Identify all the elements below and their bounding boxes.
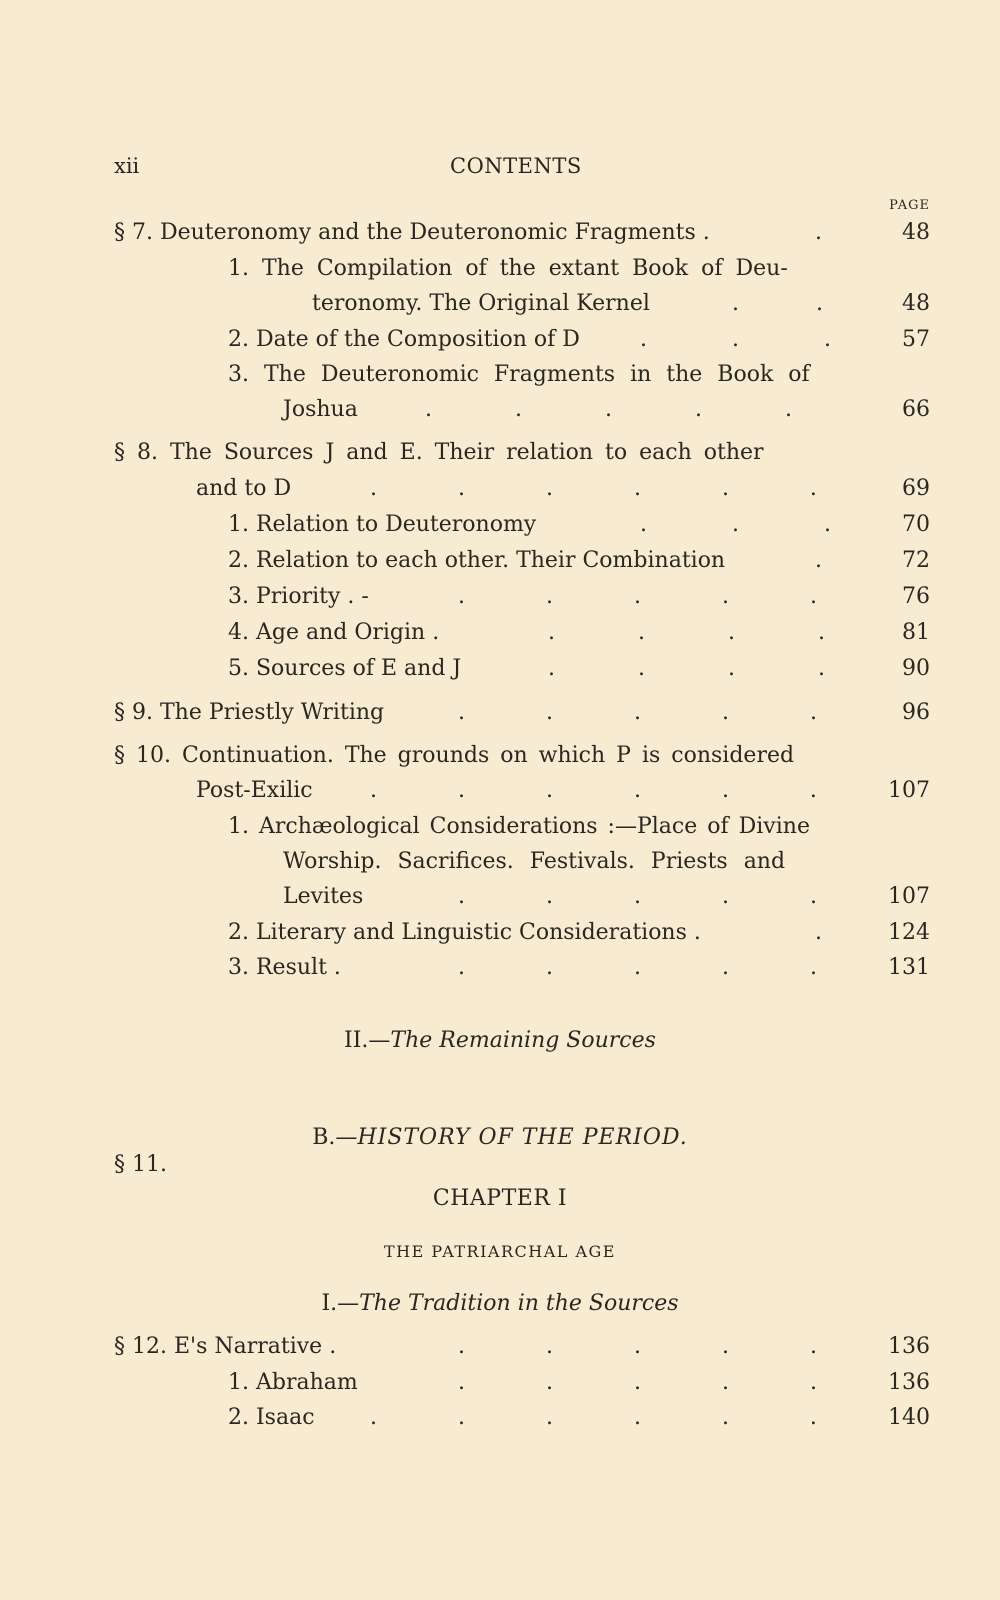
leader-dots: . . . . . [458, 1370, 817, 1395]
toc-page-s8-4: 81 [902, 620, 930, 645]
toc-page-s10: 107 [888, 778, 930, 803]
toc-entry-s10-1c: Levites [283, 884, 364, 909]
leader-dots: . [815, 548, 822, 573]
toc-entry-s8-1: 1. Relation to Deuteronomy [228, 512, 537, 537]
history-heading: B.—HISTORY OF THE PERIOD. [312, 1125, 688, 1150]
leader-dots: . . . . . [425, 397, 792, 422]
tradition-heading: I.—The Tradition in the Sources [321, 1291, 679, 1316]
leader-dots: . . . . . [458, 884, 817, 909]
page-title: CONTENTS [450, 154, 582, 178]
toc-entry-s8a: § 8. The Sources J and E. Their relation to each other [114, 440, 764, 465]
leader-dots: . . . . . [458, 584, 817, 609]
toc-entry-s7-2: 2. Date of the Composition of D [228, 327, 580, 352]
leader-dots: . [815, 220, 822, 245]
leader-dots: . . . . [548, 656, 825, 681]
toc-entry-s8-3: 3. Priority . - [228, 584, 369, 609]
toc-page-s10-3: 131 [888, 955, 930, 980]
leader-dots: . . . [640, 327, 831, 352]
toc-entry-s8b: and to D [196, 476, 292, 501]
leader-dots: . [815, 920, 822, 945]
toc-entry-s8-2: 2. Relation to each other. Their Combination [228, 548, 726, 573]
page-column-label: PAGE [889, 198, 930, 213]
toc-entry-s7-3a: 3. The Deuteronomic Fragments in the Book of [228, 362, 810, 387]
toc-entry-s8-4: 4. Age and Origin . [228, 620, 440, 645]
leader-dots: . . . . [548, 620, 825, 645]
page-number: xii [114, 154, 140, 178]
toc-entry-s8-5: 5. Sources of E and J [228, 656, 462, 681]
toc-entry-s12: § 12. E's Narrative . [114, 1334, 337, 1359]
toc-page-s12-1: 136 [888, 1370, 930, 1395]
leader-dots: . . . . . [458, 1334, 817, 1359]
toc-entry-s12-1: 1. Abraham [228, 1370, 358, 1395]
toc-page-s7-1: 48 [902, 291, 930, 316]
toc-page-s10-1: 107 [888, 884, 930, 909]
leader-dots: . . . [640, 512, 831, 537]
toc-page-s10-2: 124 [888, 920, 930, 945]
remaining-sources-heading: II.—The Remaining Sources [344, 1028, 656, 1053]
toc-page-s8-3: 76 [902, 584, 930, 609]
toc-page-s8-5: 90 [902, 656, 930, 681]
toc-entry-s7: § 7. Deuteronomy and the Deuteronomic Fragments . [114, 220, 710, 245]
toc-entry-s7-1a: 1. The Compilation of the extant Book of Deu- [228, 256, 788, 281]
leader-dots: . . . . . [458, 955, 817, 980]
toc-page-s7-2: 57 [902, 327, 930, 352]
toc-entry-s9: § 9. The Priestly Writing [114, 700, 385, 725]
toc-entry-s7-1b: teronomy. The Original Kernel [312, 291, 650, 316]
toc-entry-s10-3: 3. Result . [228, 955, 341, 980]
toc-page-s12-2: 140 [888, 1405, 930, 1430]
toc-page-s8-1: 70 [902, 512, 930, 537]
toc-entry-s10-1b: Worship. Sacrifices. Festivals. Priests and [283, 849, 786, 874]
section-11-marker: § 11. [114, 1152, 167, 1177]
toc-page-s8-2: 72 [902, 548, 930, 573]
leader-dots: . . . . . . [370, 476, 817, 501]
toc-entry-s12-2: 2. Isaac [228, 1405, 315, 1430]
toc-page-s8: 69 [902, 476, 930, 501]
toc-page-s9: 96 [902, 700, 930, 725]
patriarchal-age-heading: THE PATRIARCHAL AGE [384, 1242, 616, 1261]
toc-entry-s7-3b: Joshua [283, 397, 358, 422]
toc-entry-s10b: Post-Exilic [196, 778, 313, 803]
toc-page-s7: 48 [902, 220, 930, 245]
leader-dots: . . . . . . [370, 1405, 817, 1430]
toc-page-s7-3: 66 [902, 397, 930, 422]
chapter-heading: CHAPTER I [432, 1186, 568, 1211]
leader-dots: . . . . . . [370, 778, 817, 803]
toc-entry-s10-1a: 1. Archæological Considerations :—Place of Divine [228, 814, 810, 839]
leader-dots: . . [732, 291, 823, 316]
leader-dots: . . . . . [458, 700, 817, 725]
toc-entry-s10a: § 10. Continuation. The grounds on which P is considered [114, 743, 795, 768]
toc-page-s12: 136 [888, 1334, 930, 1359]
toc-entry-s10-2: 2. Literary and Linguistic Considerations . [228, 920, 701, 945]
